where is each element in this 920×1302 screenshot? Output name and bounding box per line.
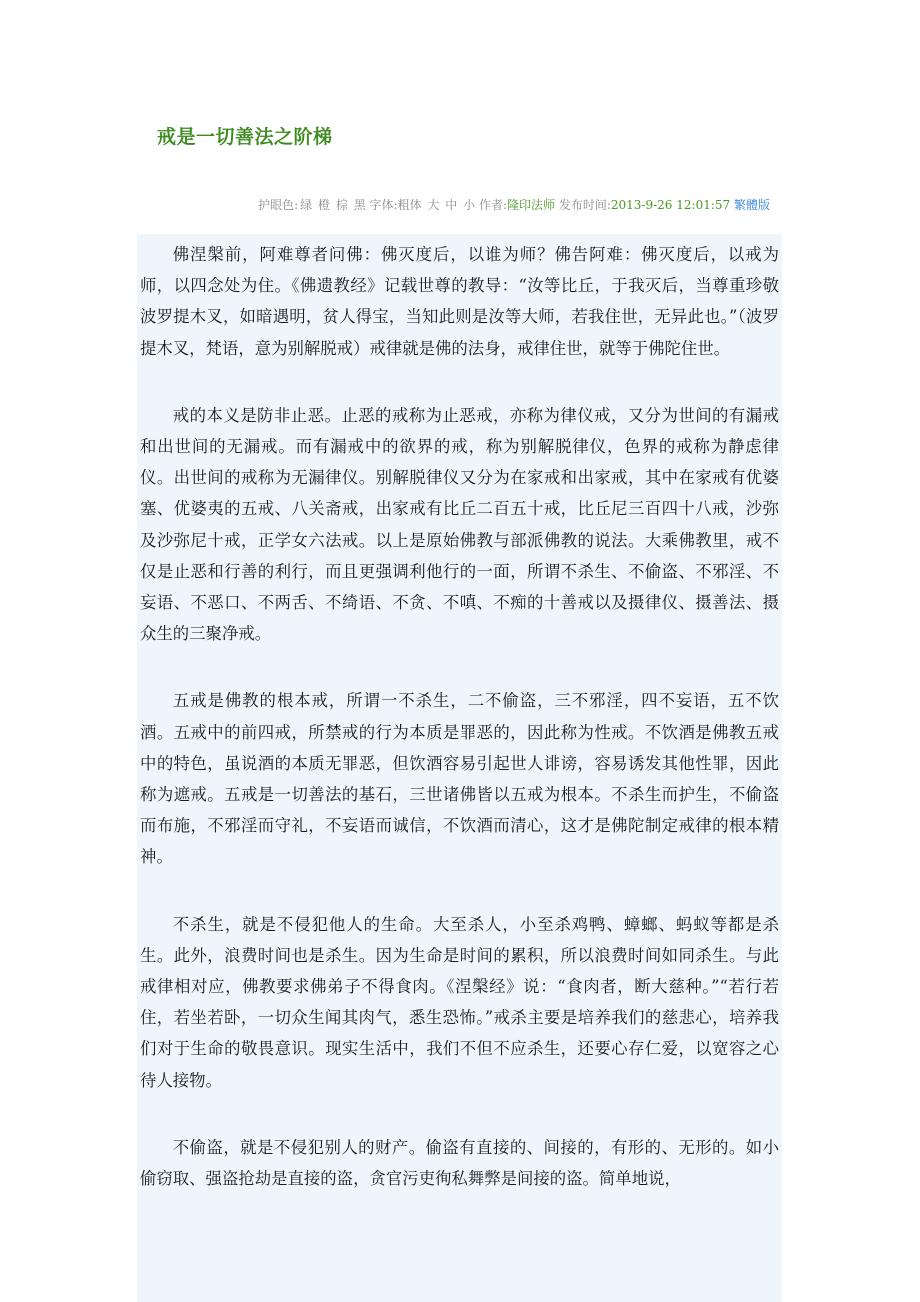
article-paragraph: 五戒是佛教的根本戒，所谓一不杀生，二不偷盗，三不邪淫，四不妄语，五不饮酒。五戒中的前四戒，所禁戒的行为本质是罪恶的，因此称为性戒。不饮酒是佛教五戒中的特色，虽说酒的本质无罪恶，但饮酒容易引起世人诽谤，容易诱发其他性罪，因此称为遮戒。五戒是一切善法的基石，三世诸佛皆以五戒为根本。不杀生而护生，不偷盗而布施，不邪淫而守礼，不妄语而诚信，不饮酒而清心，这才是佛陀制定戒律的根本精神。: [140, 691, 779, 867]
article-paragraph: 不偷盗，就是不侵犯别人的财产。偷盗有直接的、间接的，有形的、无形的。如小偷窃取、强盗抢劫是直接的盗，贪官污吏徇私舞弊是间接的盗。简单地说，: [140, 1137, 779, 1189]
author-label: 作者:: [478, 198, 507, 212]
font-label: 字体:: [369, 198, 398, 212]
article-title: 戒是一切善法之阶梯: [157, 126, 333, 148]
published-date: 2013-9-26 12:01:57: [610, 198, 731, 212]
font-medium-link[interactable]: 中: [445, 198, 458, 212]
traditional-chinese-link[interactable]: 繁體版: [733, 198, 770, 212]
author-name[interactable]: 隆印法师: [507, 198, 556, 212]
eye-color-green-link[interactable]: 绿: [300, 198, 313, 212]
article-body: [137, 234, 782, 1302]
article-paragraph: 不杀生，就是不侵犯他人的生命。大至杀人，小至杀鸡鸭、蟑螂、蚂蚁等都是杀生。此外，浪费时间也是杀生。因为生命是时间的累积，所以浪费时间如同杀生。与此戒律相对应，佛教要求佛弟子不得食肉。《涅槃经》说：“食肉者，断大慈种。”“若行若住，若坐若卧，一切众生闻其肉气，悉生恐怖。”戒杀主要是培养我们的慈悲心，培养我们对于生命的敬畏意识。现实生活中，我们不但不应杀生，还要心存仁爱，以宽容之心待人接物。: [140, 914, 779, 1090]
article-meta-bar: [0, 196, 770, 213]
eye-color-black-link[interactable]: 黑: [353, 198, 366, 212]
eye-color-label: 护眼色:: [258, 198, 299, 212]
font-small-link[interactable]: 小: [463, 198, 476, 212]
article-paragraph: 戒的本义是防非止恶。止恶的戒称为止恶戒，亦称为律仪戒，又分为世间的有漏戒和出世间的无漏戒。而有漏戒中的欲界的戒，称为别解脱律仪，色界的戒称为静虑律仪。出世间的戒称为无漏律仪。别解脱律仪又分为在家戒和出家戒，其中在家戒有优婆塞、优婆夷的五戒、八关斋戒，出家戒有比丘二百五十戒，比丘尼三百四十八戒，沙弥及沙弥尼十戒，正学女六法戒。以上是原始佛教与部派佛教的说法。大乘佛教里，戒不仅是止恶和行善的利行，而且更强调利他行的一面，所谓不杀生、不偷盗、不邪淫、不妄语、不恶口、不两舌、不绮语、不贪、不嗔、不痴的十善戒以及摄律仪、摄善法、摄众生的三聚净戒。: [140, 405, 779, 644]
font-large-link[interactable]: 大: [427, 198, 440, 212]
eye-color-brown-link[interactable]: 棕: [335, 198, 348, 212]
published-label: 发布时间:: [558, 198, 611, 212]
article-paragraph: 佛涅槃前，阿难尊者问佛：佛灭度后，以谁为师？佛告阿难：佛灭度后，以戒为师，以四念处为住。《佛遗教经》记载世尊的教导：“汝等比丘，于我灭后，当尊重珍敬波罗提木叉，如暗遇明，贫人得宝，当知此则是汝等大师，若我住世，无异此也。”（波罗提木叉，梵语，意为别解脱戒）戒律就是佛的法身，戒律住世，就等于佛陀住世。: [140, 245, 779, 358]
font-bold-link[interactable]: 粗体: [397, 198, 422, 212]
eye-color-orange-link[interactable]: 橙: [318, 198, 331, 212]
